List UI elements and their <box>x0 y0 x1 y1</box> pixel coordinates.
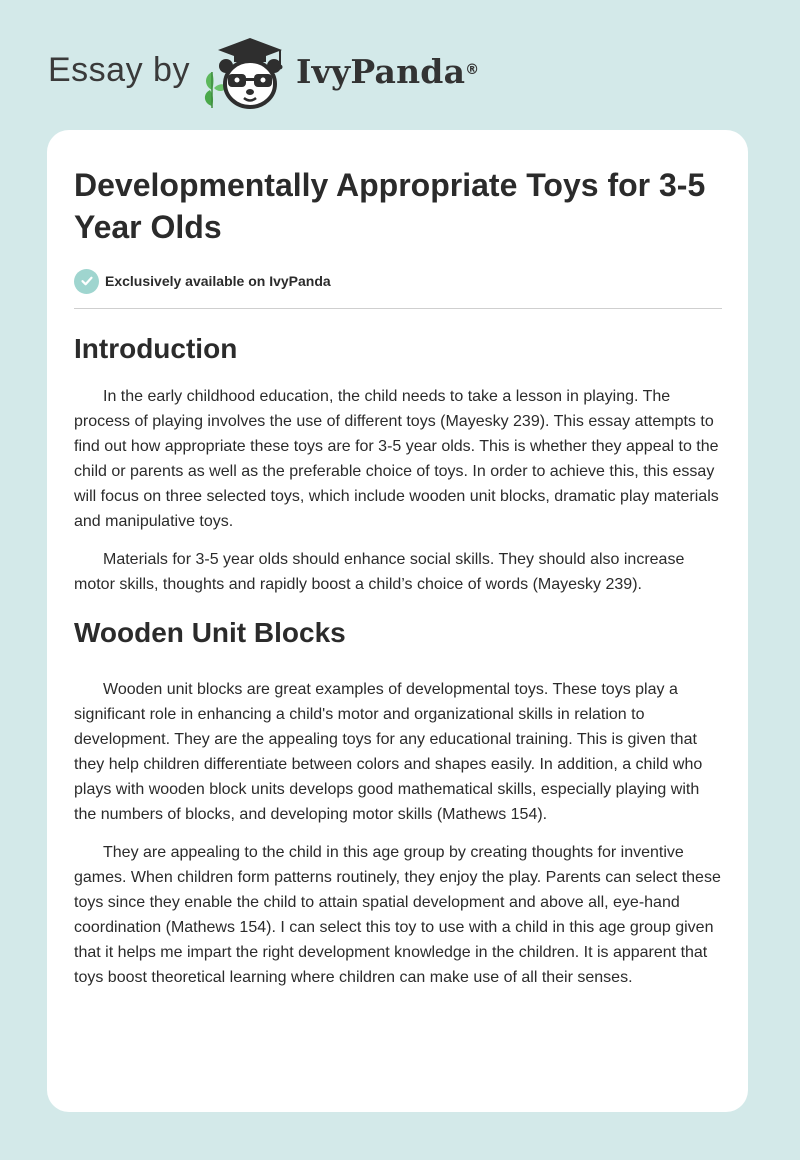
site-header <box>0 0 800 130</box>
paragraph: Materials for 3-5 year olds should enhance social skills. They should also increase motor skills, thoughts and rapidly boost a child’s choice of words (Mayesky 239). <box>74 551 685 593</box>
brand-name[interactable] <box>296 52 479 92</box>
section-heading-introduction: Introduction <box>74 333 238 364</box>
title-divider <box>74 308 722 309</box>
essay-title: Developmentally Appropriate Toys for 3-5 Year Olds <box>74 167 706 245</box>
essay-content <box>74 164 724 990</box>
exclusive-badge <box>74 266 724 296</box>
essay-card <box>47 130 748 1112</box>
exclusive-text: Exclusively available on IvyPanda <box>105 273 331 289</box>
paragraph: Wooden unit blocks are great examples of developmental toys. These toys play a significant role in enhancing a child's motor and organizational skills in relation to development. They are the appealing toys for any educational training. This is given that they help children differentiate between colors and shapes easily. In addition, a child who plays with wooden block units develops good mathematical skills, especially playing with the numbers of blocks, and developing motor skills (Mathews 154). <box>74 681 703 823</box>
essay-by-label: Essay by <box>48 51 190 89</box>
section-heading-wooden-unit-blocks: Wooden Unit Blocks <box>74 617 346 648</box>
paragraph: In the early childhood education, the child needs to take a lesson in playing. The process of playing involves the use of different toys (Mayesky 239). This essay attempts to find out how appropriate these toys are for 3-5 year olds. This is whether they appeal to the child or parents as well as the preferable choice of toys. In order to achieve this, this essay will focus on three selected toys, which include wooden unit blocks, dramatic play materials and manipulative toys. <box>74 388 719 530</box>
registered-mark: ® <box>465 62 480 78</box>
brand-text: IvyPanda <box>296 52 466 91</box>
panda-graduate-logo-icon[interactable] <box>198 32 294 112</box>
paragraph: They are appealing to the child in this age group by creating thoughts for inventive games. When children form patterns routinely, they enjoy the play. Parents can select these toys since they enable the child to attain spatial development and above all, eye-hand coordination (Mathews 154). I can select this toy to use with a child in this age group given that it helps me impart the right development knowledge in the children. It is apparent that toys boost theoretical learning where children can make use of all their senses. <box>74 844 721 986</box>
check-circle-icon <box>74 269 99 294</box>
